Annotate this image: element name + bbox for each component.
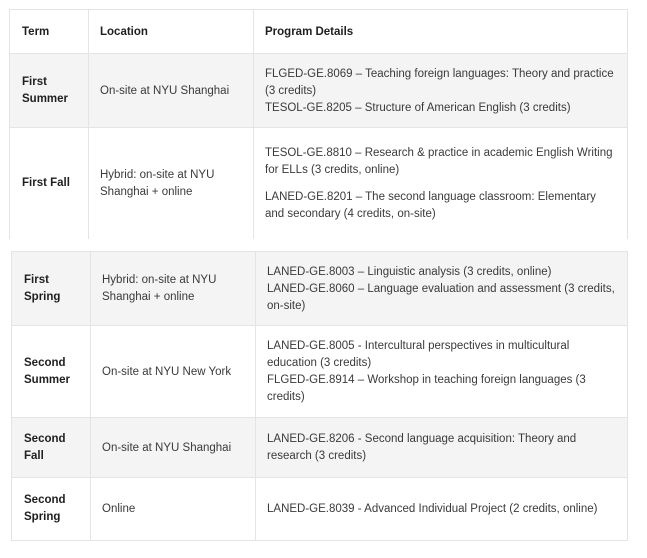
term-label: Summer <box>22 93 69 105</box>
term-label: Second <box>24 433 66 445</box>
table-row <box>12 417 627 478</box>
term-label: Spring <box>24 511 61 523</box>
table-row <box>12 251 627 326</box>
table-part-upper <box>9 9 628 239</box>
table-row <box>12 325 627 418</box>
location-text: On-site at NYU Shanghai <box>100 84 230 97</box>
course-entry: LANED-GE.8003 – Linguistic analysis (3 credits, online) <box>267 265 552 278</box>
course-entry: LANED-GE.8060 – Language evaluation and assessment (3 credits, on-site) <box>267 282 615 312</box>
header-program-details: Program Details <box>265 26 354 38</box>
table-part-lower <box>11 251 628 541</box>
course-entry: TESOL-GE.8810 – Research & practice in academic English Writing for ELLs (3 credits, online) <box>265 146 613 176</box>
term-label: Fall <box>24 450 44 462</box>
header-term: Term <box>22 26 50 38</box>
course-entry: FLGED-GE.8069 – Teaching foreign languages: Theory and practice (3 credits) <box>265 67 614 97</box>
term-label: Second <box>24 357 66 369</box>
location-text: On-site at NYU New York <box>102 365 232 378</box>
course-entry: FLGED-GE.8914 – Workshop in teaching foreign languages (3 credits) <box>267 374 586 403</box>
table-row <box>10 53 627 128</box>
term-label: Spring <box>24 291 61 303</box>
term-label: First Fall <box>22 177 70 189</box>
course-entry: LANED-GE.8201 – The second language classroom: Elementary and secondary (4 credits, on-site) <box>265 190 596 220</box>
header-location: Location <box>100 26 148 38</box>
table-row <box>10 127 627 239</box>
location-text: Hybrid: on-site at NYU Shanghai + online <box>102 274 217 303</box>
table-row <box>12 477 627 540</box>
course-entry: LANED-GE.8039 - Advanced Individual Project (2 credits, online) <box>267 502 598 515</box>
location-text: On-site at NYU Shanghai <box>102 441 232 454</box>
term-label: First <box>24 274 49 286</box>
location-text: Online <box>102 502 136 515</box>
course-entry: TESOL-GE.8205 – Structure of American English (3 credits) <box>265 101 571 114</box>
term-label: Second <box>24 494 66 506</box>
course-entry: LANED-GE.8206 - Second language acquisition: Theory and research (3 credits) <box>267 433 577 462</box>
location-text: Hybrid: on-site at NYU Shanghai + online <box>100 168 215 198</box>
table-bottom-border <box>12 540 627 541</box>
course-entry: LANED-GE.8005 - Intercultural perspectives in multicultural education (3 credits) <box>267 340 570 369</box>
term-label: First <box>22 76 47 88</box>
term-label: Summer <box>24 374 71 386</box>
table-header-row <box>10 9 627 54</box>
